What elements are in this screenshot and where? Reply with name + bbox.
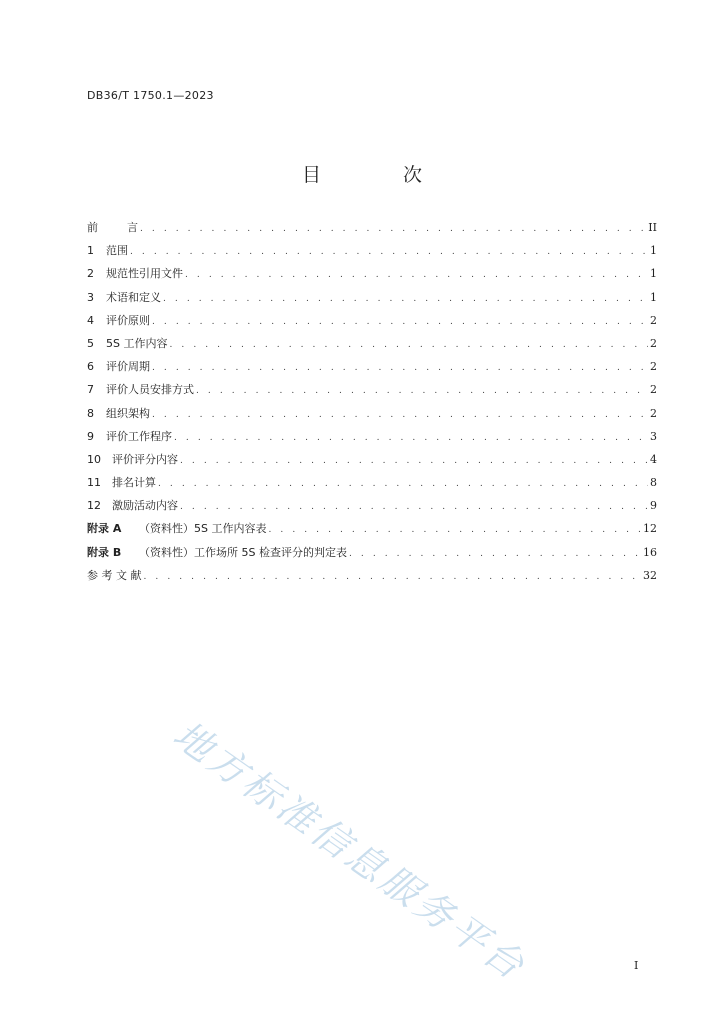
toc-entry-number: 8 (87, 406, 94, 420)
toc-entry-number: 前 (87, 221, 98, 234)
toc-entry-page: 2 (650, 383, 657, 397)
toc-entry-page: 4 (650, 452, 657, 466)
toc-entry-label: （资料性）5S 工作内容表 (139, 522, 267, 536)
toc-entry[interactable] (87, 332, 657, 355)
toc-entry-number: 6 (87, 360, 94, 374)
toc-leader-dots (152, 404, 648, 427)
toc-entry-label: 术语和定义 (106, 290, 161, 304)
toc-entry-page: 32 (643, 568, 657, 582)
toc-entry-page: 9 (650, 499, 657, 513)
toc-entry-page: 8 (650, 476, 657, 490)
toc-leader-dots (174, 427, 648, 450)
toc-entry[interactable] (87, 216, 657, 239)
toc-entry-label: 5S 工作内容 (106, 336, 168, 350)
toc-entry-number: 11 (87, 476, 101, 490)
toc-leader-dots (144, 566, 642, 589)
toc-entry-label: 评价工作程序 (106, 429, 172, 443)
toc-entry-label: （资料性）工作场所 5S 检查评分的判定表 (139, 545, 347, 559)
toc-leader-dots (268, 519, 641, 542)
toc-leader-dots (349, 543, 641, 566)
toc-entry-label: 评价原则 (106, 313, 150, 327)
toc-entry-page: 2 (650, 336, 657, 350)
toc-leader-dots (130, 241, 648, 264)
toc-entry-number: 附录 B (87, 545, 122, 559)
toc-entry-number: 参 考 文 献 (87, 568, 142, 582)
toc-entry[interactable] (87, 239, 657, 262)
toc-entry-label: 言 (127, 221, 138, 234)
toc-entry[interactable] (87, 309, 657, 332)
toc-leader-dots (158, 473, 648, 496)
toc-entry-number: 5 (87, 336, 94, 350)
toc-entry[interactable] (87, 378, 657, 401)
toc-entry-page: 1 (650, 290, 657, 304)
toc-entry-page: 2 (650, 406, 657, 420)
toc-entry[interactable] (87, 494, 657, 517)
toc-leader-dots (180, 496, 648, 519)
table-of-contents (87, 216, 657, 587)
toc-entry-number: 2 (87, 267, 94, 281)
toc-entry-page: 12 (643, 522, 657, 536)
toc-entry-number: 10 (87, 452, 101, 466)
toc-entry-page: 2 (650, 313, 657, 327)
toc-entry-label: 规范性引用文件 (106, 267, 183, 281)
toc-entry-number: 12 (87, 499, 101, 513)
toc-entry-number: 附录 A (87, 522, 122, 536)
toc-entry-page: 1 (650, 267, 657, 281)
toc-leader-dots (169, 334, 648, 357)
toc-leader-dots (180, 450, 648, 473)
toc-entry[interactable] (87, 541, 657, 564)
page-title: 目 次 (301, 164, 461, 186)
toc-entry[interactable] (87, 425, 657, 448)
toc-entry-label: 评价人员安排方式 (106, 383, 194, 397)
toc-leader-dots (163, 288, 648, 311)
toc-entry-label: 评价周期 (106, 360, 150, 374)
toc-entry-label: 组织架构 (106, 406, 150, 420)
toc-entry-number: 3 (87, 290, 94, 304)
toc-entry-page: II (648, 221, 657, 234)
toc-entry[interactable] (87, 402, 657, 425)
toc-entry[interactable] (87, 517, 657, 540)
toc-entry-number: 4 (87, 313, 94, 327)
standard-code: DB36/T 1750.1—2023 (87, 89, 214, 102)
toc-entry-label: 排名计算 (112, 476, 156, 490)
toc-leader-dots (140, 218, 646, 241)
toc-entry[interactable] (87, 262, 657, 285)
watermark: 地方标准信息服务平台 (165, 712, 535, 990)
toc-leader-dots (152, 311, 648, 334)
toc-leader-dots (185, 264, 648, 287)
toc-leader-dots (196, 380, 648, 403)
toc-entry-page: 16 (643, 545, 657, 559)
toc-entry-label: 评价评分内容 (112, 452, 178, 466)
toc-entry-page: 3 (650, 429, 657, 443)
toc-entry-label: 范围 (106, 244, 128, 258)
toc-entry-number: 9 (87, 429, 94, 443)
page-number: I (634, 959, 639, 972)
toc-entry[interactable] (87, 471, 657, 494)
toc-entry-page: 1 (650, 244, 657, 258)
toc-entry[interactable] (87, 564, 657, 587)
toc-leader-dots (152, 357, 648, 380)
toc-entry[interactable] (87, 448, 657, 471)
toc-entry-number: 7 (87, 383, 94, 397)
toc-entry[interactable] (87, 355, 657, 378)
toc-entry-number: 1 (87, 244, 94, 258)
toc-entry[interactable] (87, 286, 657, 309)
toc-entry-page: 2 (650, 360, 657, 374)
toc-entry-label: 激励活动内容 (112, 499, 178, 513)
